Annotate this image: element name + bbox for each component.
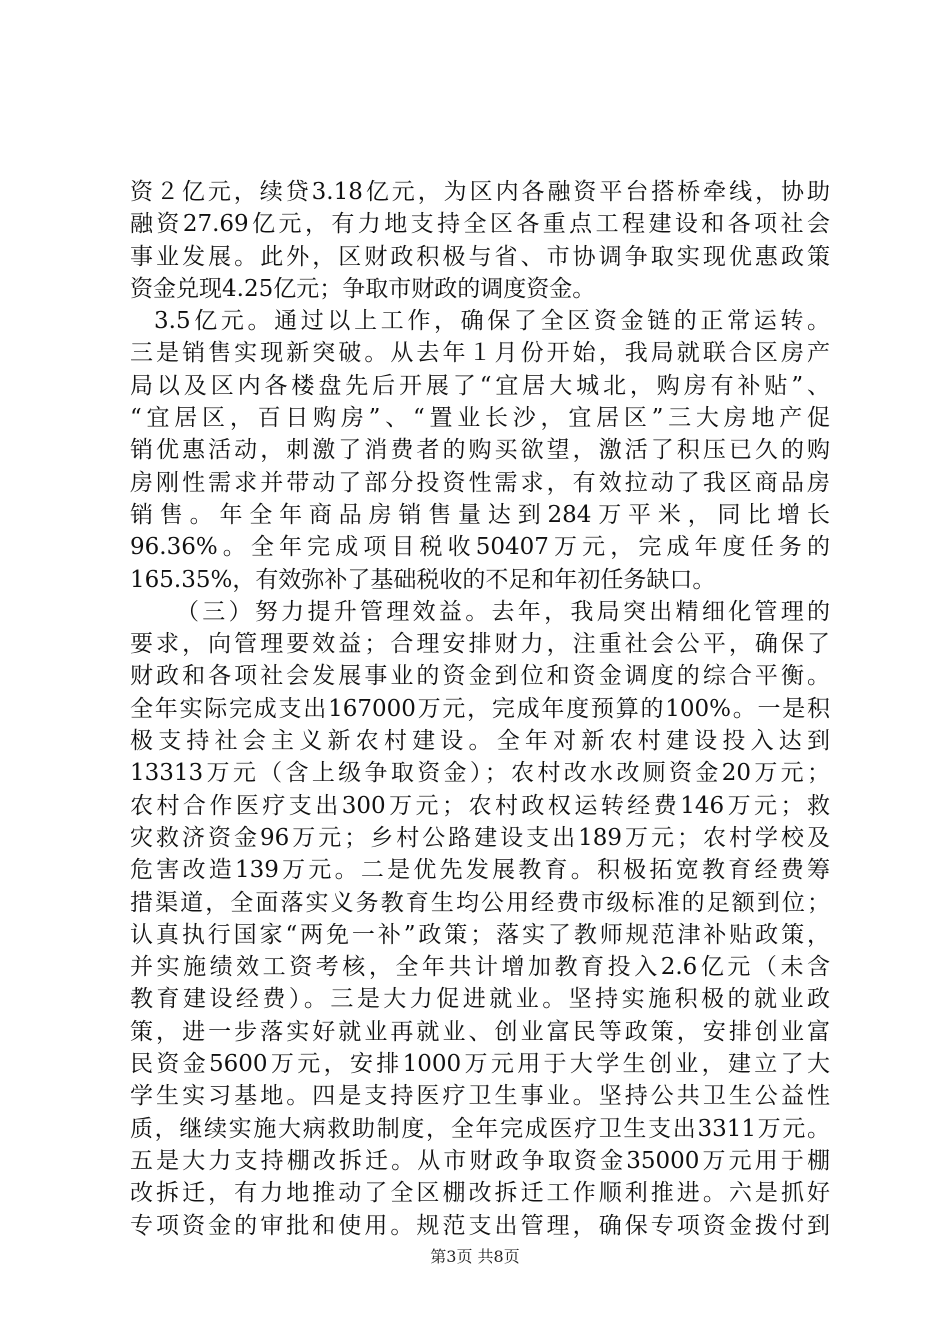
text-line: （三）努力提升管理效益。去年，我局突出精细化管理的: [176, 598, 830, 625]
text-line: 三是销售实现新突破。从去年１月份开始，我局就联合区房产: [130, 340, 830, 367]
text-line: 销售。年全年商品房销售量达到284万平米，同比增长: [130, 501, 830, 528]
text-line: 专项资金的审批和使用。规范支出管理，确保专项资金拨付到: [130, 1212, 830, 1239]
text-line: 极支持社会主义新农村建设。全年对新农村建设投入达到: [130, 728, 830, 755]
text-line: 灾救济资金96万元；乡村公路建设支出189万元；农村学校及: [130, 824, 830, 851]
text-line: “宜居区，百日购房”、“置业长沙，宜居区”三大房地产促: [130, 405, 830, 432]
text-line: 融资27.69亿元，有力地支持全区各重点工程建设和各项社会: [130, 211, 830, 238]
text-line: 事业发展。此外，区财政积极与省、市协调争取实现优惠政策: [130, 243, 830, 270]
text-line: 认真执行国家“两免一补”政策；落实了教师规范津补贴政策，: [130, 921, 830, 948]
text-line: 资２亿元，续贷3.18亿元，为区内各融资平台搭桥牵线，协助: [130, 179, 830, 205]
text-line: 财政和各项社会发展事业的资金到位和资金调度的综合平衡。: [130, 663, 830, 690]
text-line: 农村合作医疗支出300万元；农村政权运转经费146万元；救: [130, 792, 830, 819]
text-line: 销优惠活动，刺激了消费者的购买欲望，激活了积压已久的购: [130, 437, 830, 464]
text-line: 策，进一步落实好就业再就业、创业富民等政策，安排创业富: [130, 1018, 830, 1045]
text-line: 改拆迁，有力地推动了全区棚改拆迁工作顺利推进。六是抓好: [130, 1180, 830, 1207]
text-line: 并实施绩效工资考核，全年共计增加教育投入2.6亿元（未含: [130, 954, 830, 981]
text-line: 全年实际完成支出167000万元，完成年度预算的100%。一是积: [130, 695, 830, 722]
text-line: 学生实习基地。四是支持医疗卫生事业。坚持公共卫生公益性: [130, 1083, 830, 1110]
body-text: [130, 176, 830, 1242]
text-line: 五是大力支持棚改拆迁。从市财政争取资金35000万元用于棚: [130, 1147, 830, 1174]
text-line: 措渠道，全面落实义务教育生均公用经费市级标准的足额到位；: [130, 889, 830, 916]
text-line: 要求，向管理要效益；合理安排财力，注重社会公平，确保了: [130, 631, 830, 658]
text-line: 资金兑现4.25亿元；争取市财政的调度资金。: [130, 275, 596, 302]
text-line: 质，继续实施大病救助制度，全年完成医疗卫生支出3311万元。: [130, 1115, 830, 1142]
page-footer: 第3页 共8页: [430, 1247, 520, 1266]
text-line: 96.36%。全年完成项目税收50407万元，完成年度任务的: [130, 534, 830, 561]
text-line: 3.5亿元。通过以上工作，确保了全区资金链的正常运转。: [154, 308, 830, 335]
text-line: 教育建设经费）。三是大力促进就业。坚持实施积极的就业政: [130, 986, 830, 1013]
text-line: 13313万元（含上级争取资金）；农村改水改厕资金20万元；: [130, 760, 830, 787]
text-line: 房刚性需求并带动了部分投资性需求，有效拉动了我区商品房: [130, 469, 830, 496]
text-line: 局以及区内各楼盘先后开展了“宜居大城北，购房有补贴”、: [130, 372, 830, 399]
text-line: 165.35%，有效弥补了基础税收的不足和年初任务缺口。: [130, 566, 716, 593]
text-line: 民资金5600万元，安排1000万元用于大学生创业，建立了大: [130, 1051, 830, 1078]
text-line: 危害改造139万元。二是优先发展教育。积极拓宽教育经费筹: [130, 857, 830, 884]
